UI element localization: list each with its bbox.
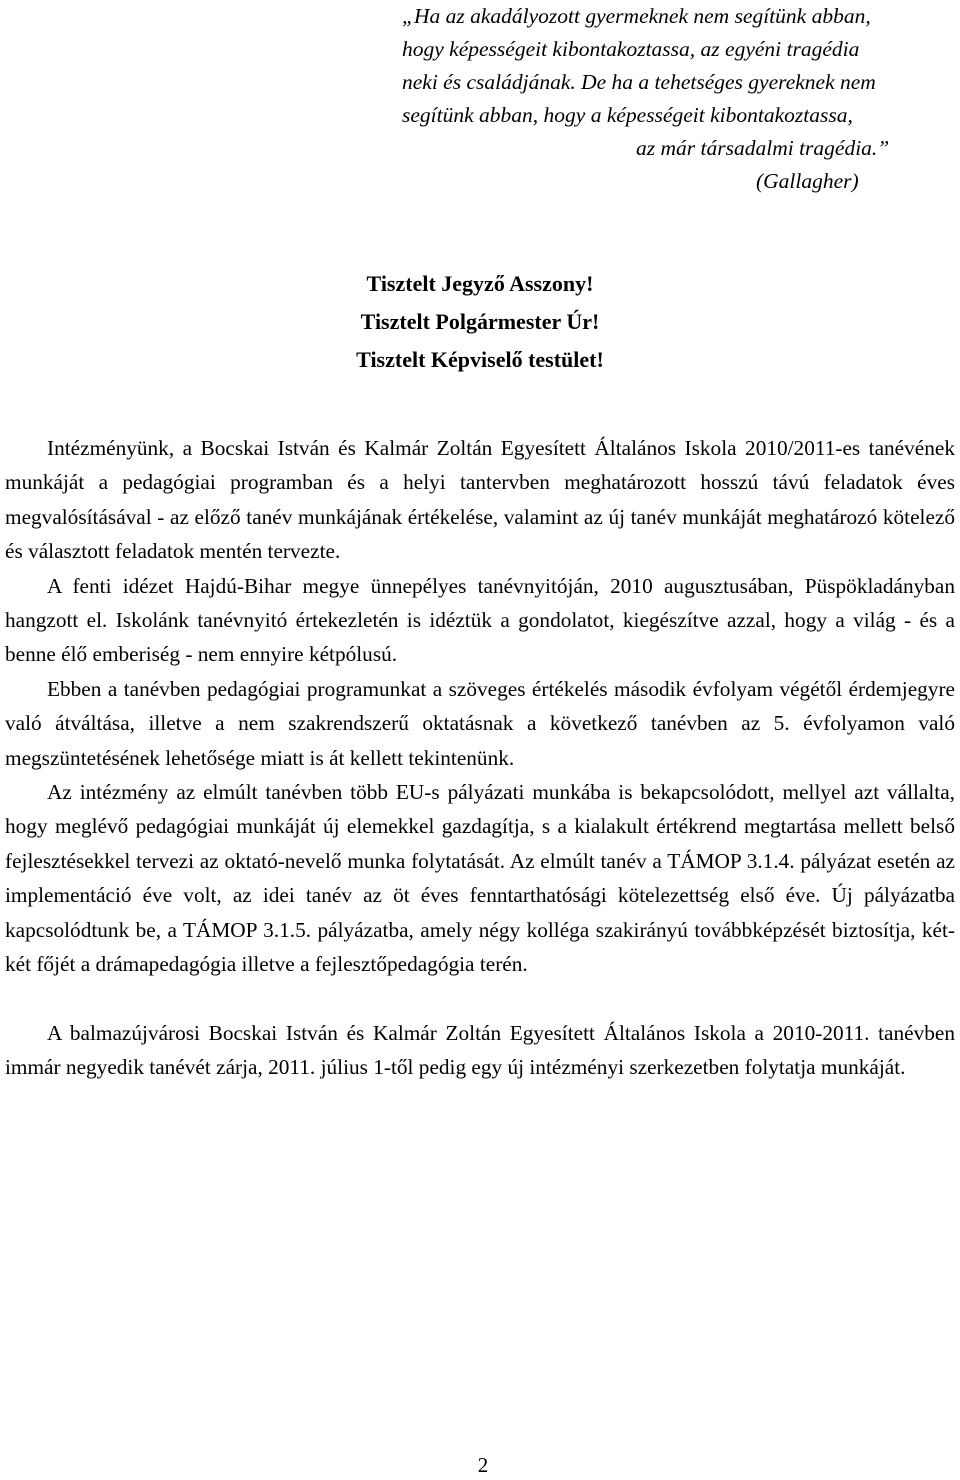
quote-attribution: (Gallagher)	[756, 169, 859, 193]
quote-line: „Ha az akadályozott gyermeknek nem segítünk abban,	[402, 4, 871, 28]
quote-line: az már társadalmi tragédia.”	[636, 136, 890, 160]
quote-line: segítünk abban, hogy a képességeit kibontakoztassa,	[402, 103, 853, 127]
paragraph: A balmazújvárosi Bocskai István és Kalmár Zoltán Egyesített Általános Iskola a 2010-2011. tanévben immár negyedik tanévét zárja, 2011. július 1-től pedig egy új intézményi szerkezetben folytatja munkáját.	[5, 1020, 955, 1079]
quote-line: hogy képességeit kibontakoztassa, az egyéni tragédia	[402, 37, 860, 61]
salutation-line: Tisztelt Jegyző Asszony!	[366, 271, 594, 296]
salutation-line: Tisztelt Képviselő testület!	[356, 347, 604, 372]
salutation	[0, 265, 960, 379]
paragraph: A fenti idézet Hajdú-Bihar megye ünnepélyes tanévnyitóján, 2010 augusztusában, Püspökladányban hangzott el. Iskolánk tanévnyitó értekezletén is idéztük a gondolatot, kiegészítve azzal, hogy a világ - és a benne élő emberiség - nem ennyire kétpólusú.	[5, 573, 955, 667]
epigraph-quote	[402, 0, 958, 198]
salutation-line: Tisztelt Polgármester Úr!	[360, 309, 600, 334]
paragraph: Az intézmény az elmúlt tanévben több EU-s pályázati munkába is bekapcsolódott, mellyel azt vállalta, hogy meglévő pedagógiai munkáját új elemekkel gazdagítja, s a kialakult értékrend megtartása mellett belső fejlesztésekkel tervezi az oktató-nevelő munka folytatását. Az elmúlt tanév a TÁMOP 3.1.4. pályázat esetén az implementáció éve volt, az idei tanév az öt éves fenntarthatósági kötelezettség első éve. Új pályázatba kapcsolódtunk be, a TÁMOP 3.1.5. pályázatba, amely négy kolléga szakirányú továbbképzését biztosítja, két-két főjét a drámapedagógia illetve a fejlesztőpedagógia terén.	[5, 780, 955, 977]
document-body	[5, 431, 955, 1084]
quote-line: neki és családjának. De ha a tehetséges gyereknek nem	[402, 70, 876, 94]
paragraph: Intézményünk, a Bocskai István és Kalmár Zoltán Egyesített Általános Iskola 2010/2011-es tanévének munkáját a pedagógiai programban és a helyi tantervben meghatározott hosszú távú feladatok éves megvalósításával - az előző tanév munkájának értékelése, valamint az új tanév munkáját meghatározó kötelező és választott feladatok mentén tervezte.	[5, 436, 955, 564]
paragraph: Ebben a tanévben pedagógiai programunkat a szöveges értékelés második évfolyam végétől érdemjegyre való átváltása, illetve a nem szakrendszerű oktatásnak a következő tanévben az 5. évfolyamon való megszüntetésének lehetősége miatt is át kellett tekintenünk.	[5, 676, 955, 770]
page-number: 2	[477, 1453, 489, 1477]
